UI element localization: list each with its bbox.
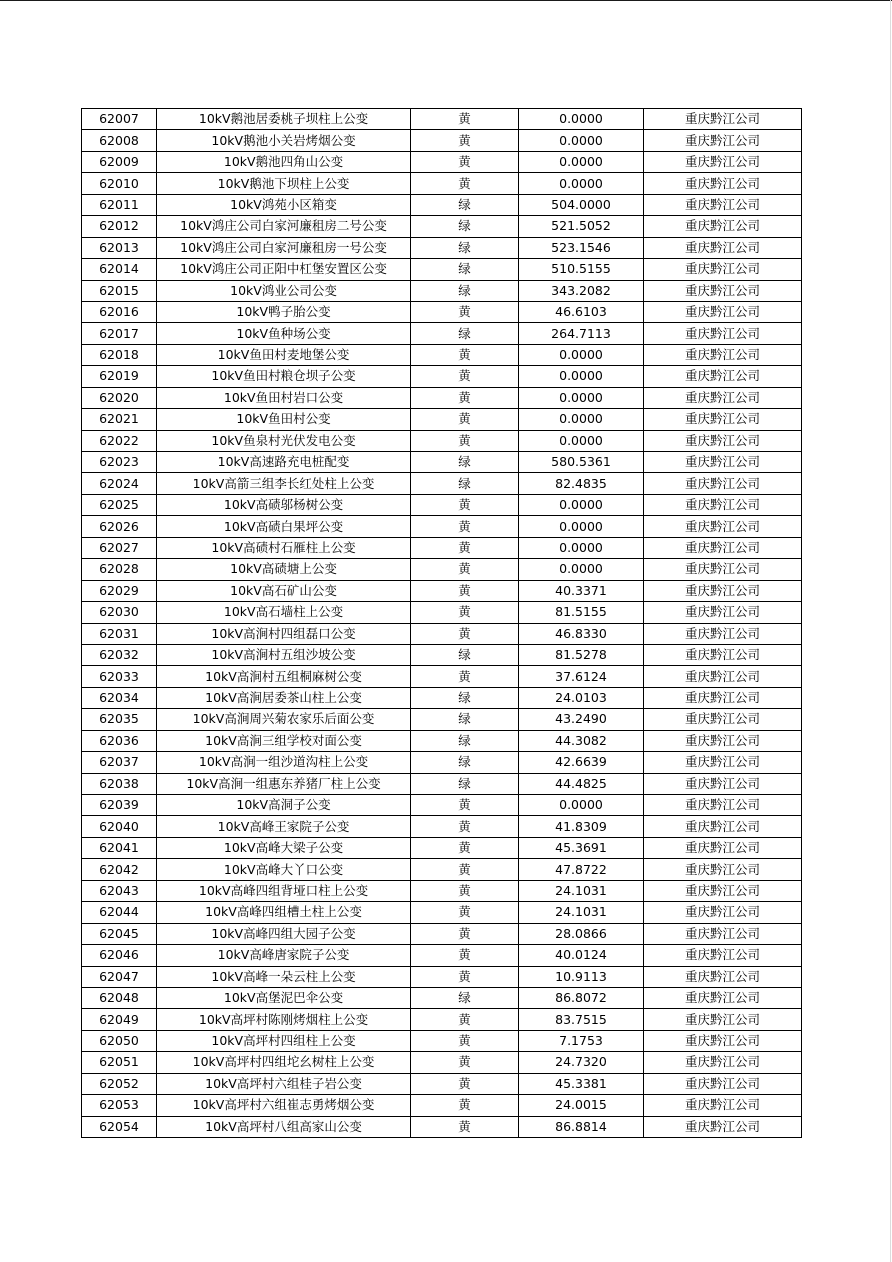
table-row: [82, 795, 802, 816]
cell-status: 黄: [411, 880, 519, 901]
cell-company: 重庆黔江公司: [644, 880, 802, 901]
cell-status: 绿: [411, 752, 519, 773]
table-row: [82, 280, 802, 301]
cell-value: 37.6124: [519, 666, 644, 687]
cell-status: 黄: [411, 902, 519, 923]
cell-status: 黄: [411, 109, 519, 130]
table-row: [82, 130, 802, 151]
cell-name: 10kV鸿庄公司白家河廉租房二号公变: [157, 216, 411, 237]
cell-company: 重庆黔江公司: [644, 837, 802, 858]
cell-id: 62029: [82, 580, 157, 601]
cell-company: 重庆黔江公司: [644, 623, 802, 644]
cell-id: 62044: [82, 902, 157, 923]
cell-company: 重庆黔江公司: [644, 687, 802, 708]
cell-company: 重庆黔江公司: [644, 409, 802, 430]
cell-id: 62047: [82, 966, 157, 987]
table-row: [82, 430, 802, 451]
cell-id: 62032: [82, 644, 157, 665]
cell-value: 0.0000: [519, 494, 644, 515]
cell-company: 重庆黔江公司: [644, 387, 802, 408]
cell-company: 重庆黔江公司: [644, 902, 802, 923]
cell-value: 44.4825: [519, 773, 644, 794]
cell-name: 10kV高洞子公变: [157, 795, 411, 816]
table-row: [82, 966, 802, 987]
cell-name: 10kV鱼种场公变: [157, 323, 411, 344]
cell-id: 62022: [82, 430, 157, 451]
cell-name: 10kV鹅池下坝柱上公变: [157, 173, 411, 194]
cell-status: 黄: [411, 1052, 519, 1073]
cell-value: 0.0000: [519, 130, 644, 151]
table-row: [82, 344, 802, 365]
cell-company: 重庆黔江公司: [644, 430, 802, 451]
cell-id: 62019: [82, 366, 157, 387]
table-row: [82, 644, 802, 665]
cell-status: 黄: [411, 816, 519, 837]
table-row: [82, 109, 802, 130]
cell-company: 重庆黔江公司: [644, 344, 802, 365]
cell-status: 黄: [411, 623, 519, 644]
table-row: [82, 880, 802, 901]
cell-id: 62051: [82, 1052, 157, 1073]
table-row: [82, 1052, 802, 1073]
cell-name: 10kV高石矿山公变: [157, 580, 411, 601]
cell-id: 62016: [82, 301, 157, 322]
table-row: [82, 859, 802, 880]
cell-value: 10.9113: [519, 966, 644, 987]
cell-value: 24.1031: [519, 880, 644, 901]
table-row: [82, 902, 802, 923]
cell-company: 重庆黔江公司: [644, 987, 802, 1008]
cell-id: 62042: [82, 859, 157, 880]
cell-id: 62010: [82, 173, 157, 194]
table-row: [82, 1095, 802, 1116]
cell-value: 40.0124: [519, 945, 644, 966]
cell-name: 10kV高石墙柱上公变: [157, 602, 411, 623]
cell-value: 0.0000: [519, 430, 644, 451]
table-row: [82, 516, 802, 537]
cell-company: 重庆黔江公司: [644, 323, 802, 344]
cell-status: 黄: [411, 1009, 519, 1030]
cell-name: 10kV高坪村六组桂子岩公变: [157, 1073, 411, 1094]
cell-company: 重庆黔江公司: [644, 559, 802, 580]
cell-status: 绿: [411, 473, 519, 494]
table-row: [82, 752, 802, 773]
cell-id: 62054: [82, 1116, 157, 1137]
cell-company: 重庆黔江公司: [644, 1073, 802, 1094]
cell-name: 10kV高峰四组背垭口柱上公变: [157, 880, 411, 901]
cell-value: 0.0000: [519, 109, 644, 130]
table-body: [82, 109, 802, 1138]
cell-value: 82.4835: [519, 473, 644, 494]
cell-status: 黄: [411, 1073, 519, 1094]
table-row: [82, 259, 802, 280]
cell-company: 重庆黔江公司: [644, 816, 802, 837]
cell-status: 黄: [411, 387, 519, 408]
cell-value: 0.0000: [519, 537, 644, 558]
table-row: [82, 1009, 802, 1030]
cell-value: 86.8072: [519, 987, 644, 1008]
cell-company: 重庆黔江公司: [644, 1116, 802, 1137]
cell-name: 10kV鹅池四角山公变: [157, 151, 411, 172]
cell-company: 重庆黔江公司: [644, 1095, 802, 1116]
cell-name: 10kV高峰四组大园子公变: [157, 923, 411, 944]
cell-status: 黄: [411, 494, 519, 515]
table-row: [82, 323, 802, 344]
cell-name: 10kV高坪村八组高家山公变: [157, 1116, 411, 1137]
table-row: [82, 816, 802, 837]
cell-id: 62028: [82, 559, 157, 580]
cell-status: 绿: [411, 194, 519, 215]
cell-id: 62015: [82, 280, 157, 301]
cell-company: 重庆黔江公司: [644, 773, 802, 794]
cell-company: 重庆黔江公司: [644, 173, 802, 194]
table-row: [82, 837, 802, 858]
table-row: [82, 409, 802, 430]
cell-company: 重庆黔江公司: [644, 1052, 802, 1073]
cell-status: 黄: [411, 151, 519, 172]
cell-value: 0.0000: [519, 516, 644, 537]
cell-name: 10kV高坪村四组坨幺树柱上公变: [157, 1052, 411, 1073]
cell-id: 62033: [82, 666, 157, 687]
cell-name: 10kV高峰王家院子公变: [157, 816, 411, 837]
cell-company: 重庆黔江公司: [644, 216, 802, 237]
cell-name: 10kV高速路充电桩配变: [157, 452, 411, 473]
cell-value: 0.0000: [519, 344, 644, 365]
cell-value: 504.0000: [519, 194, 644, 215]
cell-status: 绿: [411, 452, 519, 473]
cell-company: 重庆黔江公司: [644, 259, 802, 280]
table-row: [82, 473, 802, 494]
cell-status: 黄: [411, 923, 519, 944]
cell-name: 10kV高碛塘上公变: [157, 559, 411, 580]
table-row: [82, 709, 802, 730]
cell-name: 10kV高涧村四组磊口公变: [157, 623, 411, 644]
cell-id: 62053: [82, 1095, 157, 1116]
cell-name: 10kV高峰大梁子公变: [157, 837, 411, 858]
cell-status: 黄: [411, 1116, 519, 1137]
cell-name: 10kV鱼田村麦地堡公变: [157, 344, 411, 365]
table-row: [82, 1030, 802, 1051]
cell-value: 0.0000: [519, 409, 644, 430]
table-row: [82, 173, 802, 194]
cell-company: 重庆黔江公司: [644, 194, 802, 215]
cell-id: 62020: [82, 387, 157, 408]
cell-status: 绿: [411, 730, 519, 751]
cell-name: 10kV鱼田村岩口公变: [157, 387, 411, 408]
cell-status: 绿: [411, 237, 519, 258]
cell-id: 62034: [82, 687, 157, 708]
cell-value: 510.5155: [519, 259, 644, 280]
table-row: [82, 216, 802, 237]
cell-company: 重庆黔江公司: [644, 580, 802, 601]
cell-status: 黄: [411, 837, 519, 858]
cell-value: 83.7515: [519, 1009, 644, 1030]
cell-id: 62049: [82, 1009, 157, 1030]
cell-company: 重庆黔江公司: [644, 301, 802, 322]
cell-id: 62007: [82, 109, 157, 130]
cell-company: 重庆黔江公司: [644, 945, 802, 966]
cell-value: 24.7320: [519, 1052, 644, 1073]
cell-value: 81.5155: [519, 602, 644, 623]
cell-value: 24.1031: [519, 902, 644, 923]
cell-value: 46.8330: [519, 623, 644, 644]
cell-value: 264.7113: [519, 323, 644, 344]
cell-id: 62014: [82, 259, 157, 280]
cell-id: 62026: [82, 516, 157, 537]
cell-id: 62052: [82, 1073, 157, 1094]
cell-id: 62025: [82, 494, 157, 515]
cell-status: 黄: [411, 173, 519, 194]
table-row: [82, 987, 802, 1008]
cell-value: 0.0000: [519, 795, 644, 816]
cell-id: 62046: [82, 945, 157, 966]
cell-id: 62011: [82, 194, 157, 215]
cell-name: 10kV高涧三组学校对面公变: [157, 730, 411, 751]
cell-status: 黄: [411, 602, 519, 623]
cell-company: 重庆黔江公司: [644, 1009, 802, 1030]
cell-id: 62008: [82, 130, 157, 151]
cell-name: 10kV鸭子胎公变: [157, 301, 411, 322]
cell-name: 10kV高碛白果坪公变: [157, 516, 411, 537]
cell-status: 黄: [411, 516, 519, 537]
cell-company: 重庆黔江公司: [644, 109, 802, 130]
table-row: [82, 151, 802, 172]
cell-company: 重庆黔江公司: [644, 752, 802, 773]
table-row: [82, 237, 802, 258]
cell-name: 10kV高堡泥巴伞公变: [157, 987, 411, 1008]
cell-status: 黄: [411, 859, 519, 880]
cell-name: 10kV高涧一组沙道沟柱上公变: [157, 752, 411, 773]
cell-company: 重庆黔江公司: [644, 666, 802, 687]
cell-name: 10kV鸿苑小区箱变: [157, 194, 411, 215]
cell-company: 重庆黔江公司: [644, 602, 802, 623]
cell-company: 重庆黔江公司: [644, 280, 802, 301]
cell-id: 62039: [82, 795, 157, 816]
cell-name: 10kV鸿业公司公变: [157, 280, 411, 301]
cell-status: 黄: [411, 795, 519, 816]
cell-name: 10kV高峰一朵云柱上公变: [157, 966, 411, 987]
cell-name: 10kV鸿庄公司白家河廉租房一号公变: [157, 237, 411, 258]
cell-value: 523.1546: [519, 237, 644, 258]
cell-value: 45.3691: [519, 837, 644, 858]
cell-id: 62037: [82, 752, 157, 773]
cell-value: 42.6639: [519, 752, 644, 773]
cell-company: 重庆黔江公司: [644, 494, 802, 515]
cell-company: 重庆黔江公司: [644, 237, 802, 258]
table-row: [82, 366, 802, 387]
cell-value: 46.6103: [519, 301, 644, 322]
cell-company: 重庆黔江公司: [644, 644, 802, 665]
cell-status: 绿: [411, 987, 519, 1008]
cell-name: 10kV鸿庄公司正阳中杠堡安置区公变: [157, 259, 411, 280]
table-row: [82, 1073, 802, 1094]
cell-status: 黄: [411, 537, 519, 558]
cell-status: 黄: [411, 430, 519, 451]
cell-status: 绿: [411, 280, 519, 301]
cell-name: 10kV高坪村六组崔志勇烤烟公变: [157, 1095, 411, 1116]
cell-status: 黄: [411, 130, 519, 151]
cell-status: 黄: [411, 1095, 519, 1116]
cell-id: 62045: [82, 923, 157, 944]
cell-id: 62030: [82, 602, 157, 623]
cell-id: 62024: [82, 473, 157, 494]
cell-value: 44.3082: [519, 730, 644, 751]
cell-company: 重庆黔江公司: [644, 859, 802, 880]
cell-id: 62027: [82, 537, 157, 558]
cell-status: 黄: [411, 559, 519, 580]
table-row: [82, 387, 802, 408]
cell-value: 0.0000: [519, 151, 644, 172]
table-row: [82, 494, 802, 515]
cell-company: 重庆黔江公司: [644, 537, 802, 558]
cell-id: 62023: [82, 452, 157, 473]
cell-company: 重庆黔江公司: [644, 1030, 802, 1051]
cell-company: 重庆黔江公司: [644, 151, 802, 172]
table-row: [82, 1116, 802, 1137]
cell-company: 重庆黔江公司: [644, 966, 802, 987]
cell-status: 绿: [411, 687, 519, 708]
table-row: [82, 773, 802, 794]
cell-value: 343.2082: [519, 280, 644, 301]
transformer-table: [81, 108, 802, 1138]
page-top-border: [0, 0, 892, 1]
cell-id: 62043: [82, 880, 157, 901]
cell-value: 7.1753: [519, 1030, 644, 1051]
cell-company: 重庆黔江公司: [644, 366, 802, 387]
cell-name: 10kV高峰四组槽土柱上公变: [157, 902, 411, 923]
cell-status: 绿: [411, 709, 519, 730]
cell-status: 绿: [411, 216, 519, 237]
table-row: [82, 301, 802, 322]
cell-name: 10kV高箭三组李长红处柱上公变: [157, 473, 411, 494]
cell-status: 绿: [411, 323, 519, 344]
cell-name: 10kV鱼田村公变: [157, 409, 411, 430]
cell-name: 10kV高涧周兴菊农家乐后面公变: [157, 709, 411, 730]
cell-name: 10kV高涧村五组桐麻树公变: [157, 666, 411, 687]
cell-id: 62021: [82, 409, 157, 430]
cell-name: 10kV高涧村五组沙坡公变: [157, 644, 411, 665]
cell-company: 重庆黔江公司: [644, 452, 802, 473]
cell-id: 62050: [82, 1030, 157, 1051]
cell-status: 黄: [411, 344, 519, 365]
cell-id: 62018: [82, 344, 157, 365]
cell-name: 10kV高碛邬杨树公变: [157, 494, 411, 515]
table-row: [82, 452, 802, 473]
cell-name: 10kV鱼泉村光伏发电公变: [157, 430, 411, 451]
cell-status: 黄: [411, 1030, 519, 1051]
cell-status: 黄: [411, 409, 519, 430]
page-right-edge: [890, 0, 891, 1262]
cell-id: 62013: [82, 237, 157, 258]
cell-id: 62009: [82, 151, 157, 172]
cell-value: 28.0866: [519, 923, 644, 944]
cell-value: 81.5278: [519, 644, 644, 665]
cell-value: 86.8814: [519, 1116, 644, 1137]
cell-status: 黄: [411, 580, 519, 601]
cell-value: 0.0000: [519, 366, 644, 387]
table-row: [82, 923, 802, 944]
table-row: [82, 194, 802, 215]
cell-value: 580.5361: [519, 452, 644, 473]
cell-name: 10kV鹅池小关岩烤烟公变: [157, 130, 411, 151]
cell-id: 62038: [82, 773, 157, 794]
cell-value: 0.0000: [519, 387, 644, 408]
cell-status: 黄: [411, 966, 519, 987]
table-row: [82, 559, 802, 580]
cell-id: 62035: [82, 709, 157, 730]
table-row: [82, 945, 802, 966]
cell-name: 10kV鹅池居委桃子坝柱上公变: [157, 109, 411, 130]
cell-id: 62036: [82, 730, 157, 751]
cell-id: 62048: [82, 987, 157, 1008]
cell-id: 62017: [82, 323, 157, 344]
cell-name: 10kV高峰唐家院子公变: [157, 945, 411, 966]
table-row: [82, 687, 802, 708]
cell-id: 62041: [82, 837, 157, 858]
cell-value: 0.0000: [519, 173, 644, 194]
cell-value: 0.0000: [519, 559, 644, 580]
cell-id: 62031: [82, 623, 157, 644]
cell-value: 43.2490: [519, 709, 644, 730]
cell-value: 45.3381: [519, 1073, 644, 1094]
cell-id: 62012: [82, 216, 157, 237]
cell-status: 黄: [411, 945, 519, 966]
cell-status: 绿: [411, 644, 519, 665]
cell-company: 重庆黔江公司: [644, 473, 802, 494]
cell-company: 重庆黔江公司: [644, 516, 802, 537]
cell-status: 黄: [411, 366, 519, 387]
cell-value: 521.5052: [519, 216, 644, 237]
cell-name: 10kV高坪村四组柱上公变: [157, 1030, 411, 1051]
cell-status: 黄: [411, 666, 519, 687]
table-row: [82, 666, 802, 687]
cell-id: 62040: [82, 816, 157, 837]
table-row: [82, 602, 802, 623]
cell-value: 24.0015: [519, 1095, 644, 1116]
cell-company: 重庆黔江公司: [644, 709, 802, 730]
cell-status: 绿: [411, 259, 519, 280]
cell-name: 10kV高峰大丫口公变: [157, 859, 411, 880]
cell-value: 41.8309: [519, 816, 644, 837]
table-row: [82, 730, 802, 751]
cell-company: 重庆黔江公司: [644, 130, 802, 151]
cell-name: 10kV高涧居委茶山柱上公变: [157, 687, 411, 708]
table-row: [82, 623, 802, 644]
table-row: [82, 580, 802, 601]
cell-value: 47.8722: [519, 859, 644, 880]
cell-name: 10kV高坪村陈刚烤烟柱上公变: [157, 1009, 411, 1030]
cell-company: 重庆黔江公司: [644, 795, 802, 816]
cell-status: 黄: [411, 301, 519, 322]
table-row: [82, 537, 802, 558]
cell-company: 重庆黔江公司: [644, 923, 802, 944]
cell-value: 40.3371: [519, 580, 644, 601]
cell-name: 10kV高碛村石雁柱上公变: [157, 537, 411, 558]
cell-status: 绿: [411, 773, 519, 794]
cell-company: 重庆黔江公司: [644, 730, 802, 751]
cell-value: 24.0103: [519, 687, 644, 708]
cell-name: 10kV鱼田村粮仓坝子公变: [157, 366, 411, 387]
cell-name: 10kV高涧一组惠东养猪厂柱上公变: [157, 773, 411, 794]
